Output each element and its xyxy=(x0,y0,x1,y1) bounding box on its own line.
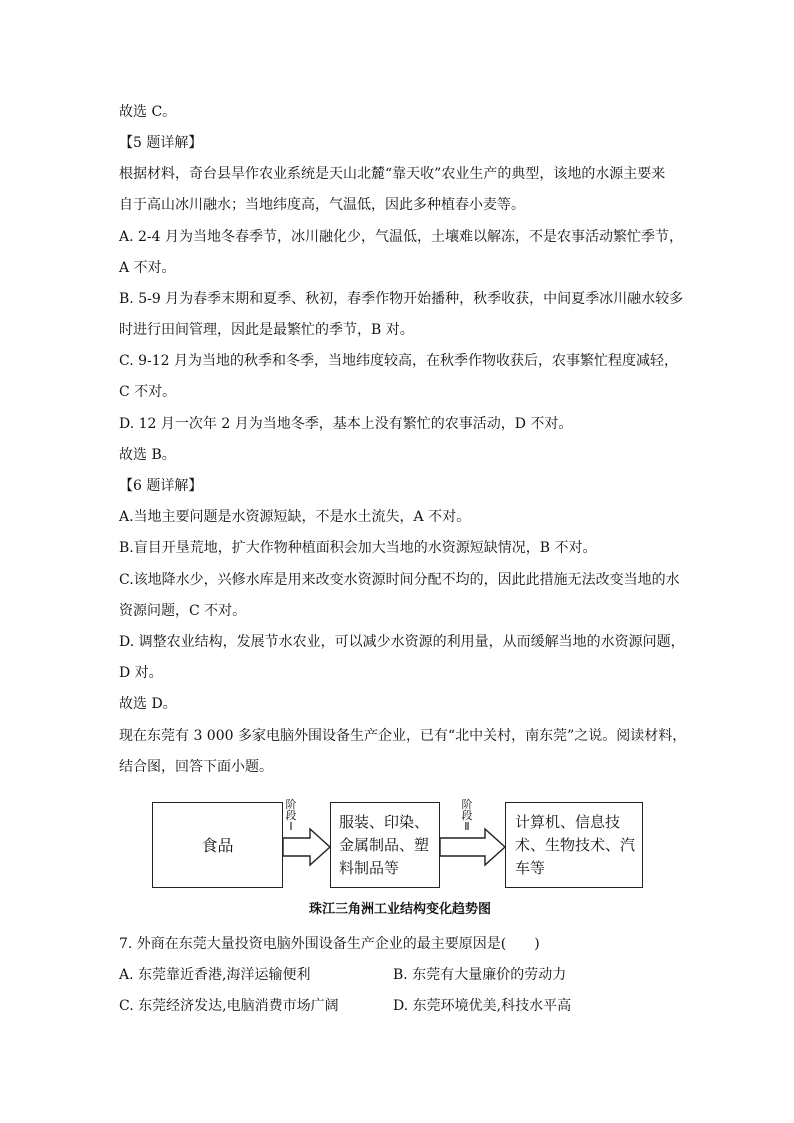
stage-box-high-tech xyxy=(505,802,643,888)
option-a: A. 东莞靠近香港,海洋运输便利 xyxy=(119,967,311,983)
box-label: 食品 xyxy=(201,835,234,855)
text-line: D. 调整农业结构，发展节水农业，可以减少水资源的利用量，从而缓解当地的水资源问题， xyxy=(119,634,685,650)
stage-label-char: 段 xyxy=(461,809,473,822)
diagram-caption: 珠江三角洲工业结构变化趋势图 xyxy=(308,902,491,917)
question-stem: 7. 外商在东莞大量投资电脑外围设备生产企业的最主要原因是( ) xyxy=(119,936,540,952)
stage-label-char: Ⅰ xyxy=(289,820,293,833)
box-label: 车等 xyxy=(515,859,546,877)
stage-box-food xyxy=(152,802,283,888)
stage-label-1 xyxy=(284,799,298,832)
option-d: D. 东莞环境优美,科技水平高 xyxy=(393,998,572,1014)
text-line: B. 5-9 月为春季末期和夏季、秋初，春季作物开始播种，秋季收获，中间夏季冰川融水较多 xyxy=(119,291,684,307)
box-label: 料制品等 xyxy=(339,859,400,877)
box-label: 服装、印染、 xyxy=(339,813,430,831)
section-heading: 【5 题详解】 xyxy=(119,135,203,151)
text-line: A. 2-4 月为当地冬春季节，冰川融化少，气温低，土壤难以解冻，不是农事活动繁忙季节， xyxy=(119,229,684,245)
industry-structure-diagram xyxy=(150,795,650,925)
text-line: D. 12 月一次年 2 月为当地冬季，基本上没有繁忙的农事活动，D 不对。 xyxy=(119,416,573,432)
stage-label-char: 段 xyxy=(285,809,297,822)
text-line: D 对。 xyxy=(119,665,163,681)
text-line: C. 9-12 月为当地的秋季和冬季，当地纬度较高，在秋季作物收获后，农事繁忙程度减轻， xyxy=(119,353,679,369)
text-line: 现在东莞有 3 000 多家电脑外围设备生产企业，已有“北中关村，南东莞”之说。阅读材料， xyxy=(119,728,687,744)
text-line: 结合图，回答下面小题。 xyxy=(119,759,273,775)
box-label: 金属制品、塑 xyxy=(339,836,430,854)
arrow-right-icon xyxy=(283,829,330,865)
text-line: 故选 D。 xyxy=(119,696,177,712)
stage-label-2 xyxy=(460,799,474,832)
stage-label-char: 阶 xyxy=(461,798,473,811)
box-label: 计算机、信息技 xyxy=(515,813,621,831)
text-line: 根据材料，奇台县旱作农业系统是天山北麓“靠天收”农业生产的典型，该地的水源主要来 xyxy=(119,166,666,182)
stage-box-light-industry xyxy=(330,802,440,888)
arrow-right-icon xyxy=(440,829,505,865)
text-line: 故选 B。 xyxy=(119,447,176,463)
text-line: 时进行田间管理，因此是最繁忙的季节，B 对。 xyxy=(119,322,414,338)
text-line: A 不对。 xyxy=(119,260,176,276)
option-b: B. 东莞有大量廉价的劳动力 xyxy=(393,967,567,983)
text-line: A.当地主要问题是水资源短缺，不是水土流失，A 不对。 xyxy=(119,509,471,525)
stage-label-char: 阶 xyxy=(285,798,297,811)
box-label: 术、生物技术、汽 xyxy=(515,836,636,854)
text-line: 资源问题，C 不对。 xyxy=(119,603,247,619)
option-c: C. 东莞经济发达,电脑消费市场广阔 xyxy=(119,998,339,1014)
text-line: 故选 C。 xyxy=(119,104,177,120)
text-line: 自于高山冰川融水；当地纬度高，气温低，因此多种植春小麦等。 xyxy=(119,197,525,213)
stage-label-char: Ⅱ xyxy=(464,820,470,833)
section-heading: 【6 题详解】 xyxy=(119,478,203,494)
text-line: C 不对。 xyxy=(119,384,177,400)
text-line: B.盲目开垦荒地，扩大作物种植面积会加大当地的水资源短缺情况，B 不对。 xyxy=(119,540,597,556)
text-line: C.该地降水少，兴修水库是用来改变水资源时间分配不均的，因此此措施无法改变当地的水 xyxy=(119,572,680,588)
